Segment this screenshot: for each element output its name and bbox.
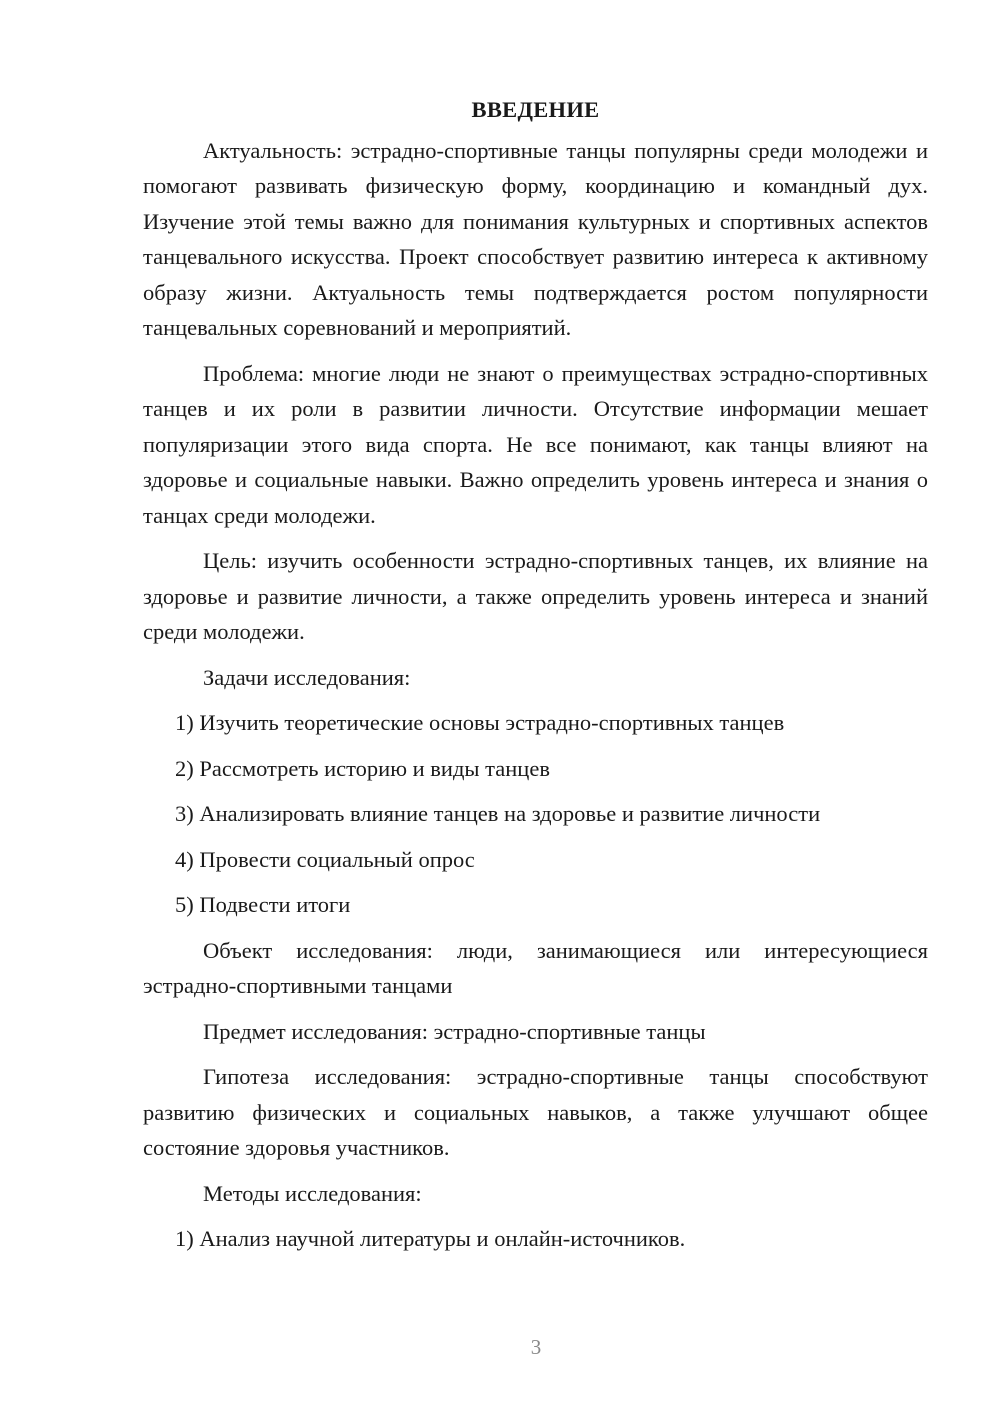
- subject-paragraph: Предмет исследования: эстрадно-спортивные танцы: [203, 1018, 706, 1044]
- document-page: [143, 92, 928, 1267]
- list-item: 4) Провести социальный опрос: [175, 846, 475, 872]
- hypothesis-paragraph: Гипотеза исследования: эстрадно-спортивные танцы способствуют развитию физических и социальных навыков, а также улучшают общее состояние здоровья участников.: [143, 1064, 928, 1160]
- object-paragraph: Объект исследования: люди, занимающиеся или интересующиеся эстрадно-спортивными танцами: [143, 937, 928, 998]
- goal-paragraph: Цель: изучить особенности эстрадно-спортивных танцев, их влияние на здоровье и развитие личности, а также определить уровень интереса и знаний среди молодежи.: [143, 548, 928, 644]
- tasks-list: [143, 705, 928, 923]
- methods-list: [143, 1221, 928, 1257]
- list-item: 5) Подвести итоги: [175, 892, 351, 917]
- methods-heading: Методы исследования:: [203, 1180, 422, 1206]
- list-item: 2) Рассмотреть историю и виды танцев: [175, 755, 550, 781]
- relevance-paragraph: Актуальность: эстрадно-спортивные танцы популярны среди молодежи и помогают развивать физическую форму, координацию и командный дух. Изучение этой темы важно для понимания культурных и спортивных аспектов танцевального искусства. Проект способствует развитию интереса к активному образу жизни. Актуальность темы подтверждается ростом популярности танцевальных соревнований и мероприятий.: [143, 137, 928, 340]
- problem-paragraph: Проблема: многие люди не знают о преимуществах эстрадно-спортивных танцев и их роли в развитии личности. Отсутствие информации мешает популяризации этого вида спорта. Не все понимают, как танцы влияют на здоровье и социальные навыки. Важно определить уровень интереса и знания о танцах среди молодежи.: [143, 360, 928, 528]
- tasks-heading: Задачи исследования:: [203, 664, 411, 690]
- list-item: 1) Изучить теоретические основы эстрадно-спортивных танцев: [175, 710, 785, 735]
- page-number: 3: [530, 1335, 542, 1359]
- list-item: 3) Анализировать влияние танцев на здоровье и развитие личности: [175, 801, 821, 826]
- list-item: 1) Анализ научной литературы и онлайн-источников.: [175, 1226, 686, 1251]
- section-title: ВВЕДЕНИЕ: [471, 97, 600, 122]
